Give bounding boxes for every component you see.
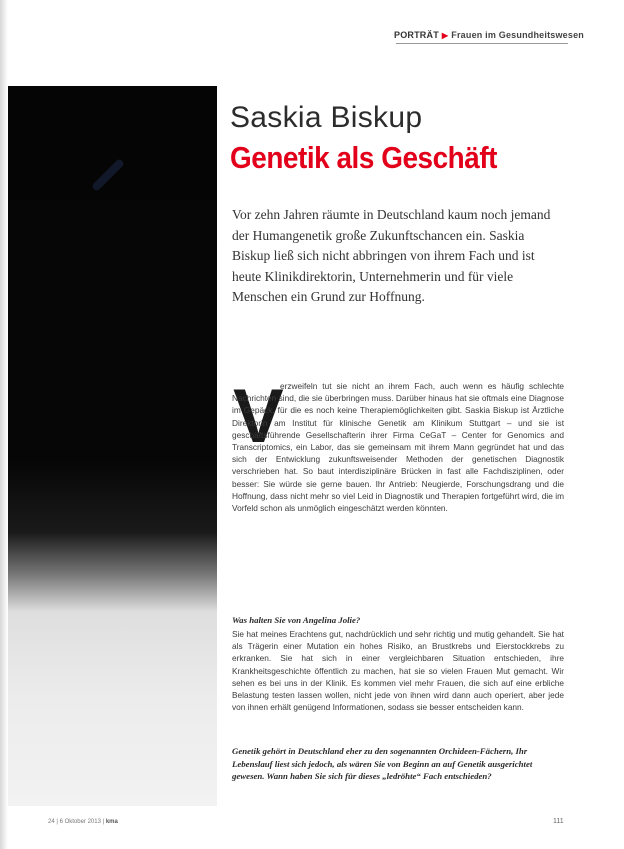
article-headline: Genetik als Geschäft <box>230 140 498 175</box>
footer-issue-date: Oktober 2013 | <box>64 819 105 825</box>
photo-highlight <box>91 158 125 192</box>
header-divider <box>396 43 568 44</box>
footer-brand: kma <box>105 819 118 825</box>
page-number: 111 <box>553 818 564 825</box>
portrait-photo <box>8 86 217 806</box>
subsection-label: Frauen im Gesundheitswesen <box>451 30 584 40</box>
interview-question-1: Was halten Sie von Angelina Jolie? <box>232 615 361 625</box>
interview-answer-1: Sie hat meines Erachtens gut, nachdrücklich und sehr richtig und mutig gehandelt. Sie hat als Trägerin einer Mutation ein hohes Risiko, an Brustkrebs und Eierstockkrebs zu erkranken. Sie hat sich in einer vergleichbaren Situation entschieden, ihre Krankheitsgeschichte öffentlich zu machen, hat sie so vielen Frauen Mut gemacht. Wir sehen es bei uns in der Klinik. Es kommen viel mehr Frauen, die sich auf eine erbliche Belastung testen lassen wollen, nicht jede von ihnen wird dann auch operiert, aber jede von ihnen erhält genügend Informationen, sodass sie besser entscheiden kann. <box>232 629 564 713</box>
triangle-right-icon: ▶ <box>441 31 449 40</box>
drop-cap: V <box>233 374 284 459</box>
section-header <box>394 30 584 40</box>
interview-question-2: Genetik gehört in Deutschland eher zu den sogenannten Orchideen-Fächern, Ihr Lebenslauf liest sich jedoch, als wären Sie von Beginn an auf Genetik ausgerichtet gewesen. Wann haben Sie sich für dieses „ledröhte“ Fach entschieden? <box>232 746 533 781</box>
article-lead: Vor zehn Jahren räumte in Deutschland kaum noch jemand der Humangenetik große Zukunftschancen ein. Saskia Biskup ließ sich nicht abbringen von ihrem Fach und ist heute Klinikdirektorin, Unternehmerin und für viele Menschen ein Grund zur Hoffnung. <box>232 207 551 304</box>
page-edge-shadow <box>0 0 8 849</box>
footer-prefix: 24 | 6 <box>48 819 63 825</box>
article-body-paragraph <box>232 374 564 514</box>
footer-issue <box>48 819 118 825</box>
body-text: erzweifeln tut sie nicht an ihrem Fach, auch wenn es häufig schlechte Nachrichten sind, die sie überbringen muss. Darüber hinaus hat sie oftmals eine Diagnose im Gepäck, für die es noch keine Therapiemöglichkeiten gibt. Saskia Biskup ist Ärztliche Direktorin am Institut für klinische Genetik am Klinikum Stuttgart – und sie ist geschäftsführende Gesellschafterin ihrer Firma CeGaT – Center for Genomics and Transcriptomics, ein Labor, das sie gemeinsam mit ihrem Mann gegründet hat und das sich der Entwicklung zukunftsweisender Methoden der genetischen Diagnostik verschrieben hat. So baut interdisziplinäre Brücken in fast alle Fachdisziplinen, oder besser: Sie würde sie gerne bauen. Ihr Antrieb: Neugierde, Forschungsdrang und die Hoffnung, dass nicht mehr so viel Leid in Diagnostik und Therapien fortgeführt wird, die im Vorfeld schon als unmöglich eingeschätzt werden könnten. <box>232 381 564 514</box>
article-person-name: Saskia Biskup <box>230 101 423 134</box>
section-label: PORTRÄT <box>394 30 439 40</box>
